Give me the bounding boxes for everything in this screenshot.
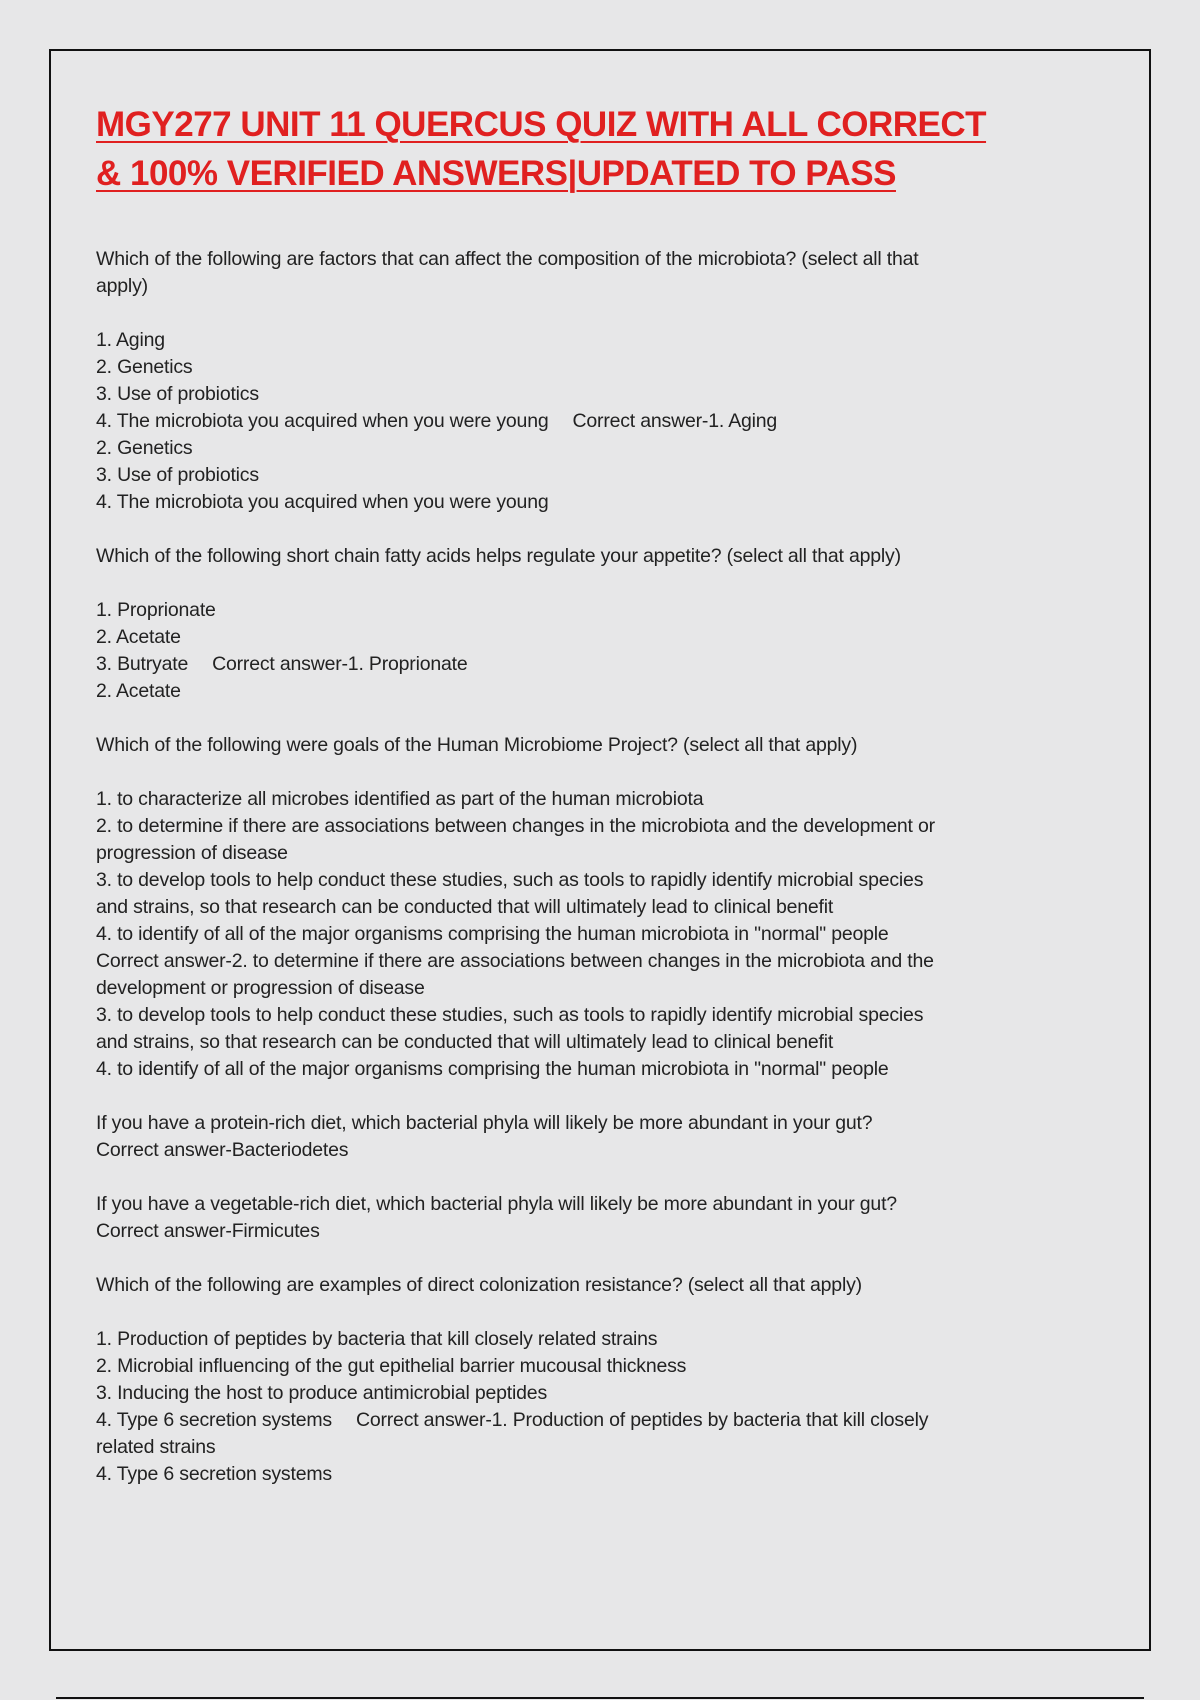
- option: 2. to determine if there are associations between changes in the microbiota and the development or: [96, 815, 935, 837]
- correct-answer: Correct answer-1. Aging: [572, 410, 778, 432]
- option: 2. Acetate: [96, 626, 181, 648]
- title-line-1: MGY277 UNIT 11 QUERCUS QUIZ WITH ALL CORRECT: [96, 105, 987, 144]
- title-line-2: & 100% VERIFIED ANSWERS|UPDATED TO PASS: [96, 154, 896, 193]
- document-title: [96, 100, 1056, 198]
- option-with-answer: [96, 1407, 1056, 1434]
- bottom-rule: [56, 1697, 1144, 1699]
- quiz-body: [96, 246, 1056, 1488]
- question-prompt: Which of the following were goals of the Human Microbiome Project? (select all that apply): [96, 734, 858, 756]
- option: 4. to identify of all of the major organisms comprising the human microbiota in "normal" people: [96, 923, 889, 945]
- correct-answer: Correct answer-1. Proprionate: [212, 653, 468, 675]
- option: 1. Proprionate: [96, 599, 216, 621]
- option: 3. Inducing the host to produce antimicrobial peptides: [96, 1382, 547, 1404]
- correct-answer-continued: development or progression of disease: [96, 977, 425, 999]
- correct-answer: Correct answer-1. Production of peptides by bacteria that kill closely: [355, 1409, 929, 1431]
- option: 3. to develop tools to help conduct these studies, such as tools to rapidly identify microbial species: [96, 869, 924, 891]
- correct-answer: Correct answer-Firmicutes: [96, 1220, 320, 1242]
- option: 2. Genetics: [96, 356, 193, 378]
- question-prompt: Which of the following are factors that can affect the composition of the microbiota? (select all that: [96, 248, 919, 270]
- correct-answer: Correct answer-Bacteriodetes: [96, 1139, 349, 1161]
- option-continued: progression of disease: [96, 842, 288, 864]
- option-continued: and strains, so that research can be conducted that will ultimately lead to clinical benefit: [96, 896, 834, 918]
- question-prompt-continued: apply): [96, 275, 148, 297]
- answer-item: 2. Acetate: [96, 680, 181, 702]
- option: 4. The microbiota you acquired when you were young: [96, 410, 549, 432]
- option: 1. to characterize all microbes identified as part of the human microbiota: [96, 788, 704, 810]
- correct-answer: Correct answer-2. to determine if there are associations between changes in the microbiota and the: [96, 950, 934, 972]
- question-prompt: Which of the following short chain fatty acids helps regulate your appetite? (select all that apply): [96, 545, 901, 567]
- question-block-3: [96, 732, 1056, 1110]
- question-block-2: [96, 543, 1056, 732]
- question-block-5: [96, 1191, 1056, 1272]
- answer-item: 2. Genetics: [96, 437, 193, 459]
- answer-item: 4. to identify of all of the major organisms comprising the human microbiota in "normal" people: [96, 1058, 889, 1080]
- answer-item: 3. Use of probiotics: [96, 464, 259, 486]
- option-with-answer: [96, 408, 1056, 435]
- question-block-1: [96, 246, 1056, 543]
- option: 1. Production of peptides by bacteria that kill closely related strains: [96, 1328, 658, 1350]
- document-content: [96, 100, 1056, 1488]
- option: 3. Butryate: [96, 653, 189, 675]
- answer-item-continued: and strains, so that research can be conducted that will ultimately lead to clinical benefit: [96, 1031, 834, 1053]
- option: 3. Use of probiotics: [96, 383, 259, 405]
- option: 1. Aging: [96, 329, 165, 351]
- question-prompt: Which of the following are examples of direct colonization resistance? (select all that apply): [96, 1274, 862, 1296]
- answer-item: 3. to develop tools to help conduct these studies, such as tools to rapidly identify microbial species: [96, 1004, 924, 1026]
- option: 4. Type 6 secretion systems: [96, 1409, 332, 1431]
- answer-item: 4. Type 6 secretion systems: [96, 1463, 332, 1485]
- correct-answer-continued: related strains: [96, 1436, 216, 1458]
- question-prompt: If you have a vegetable-rich diet, which bacterial phyla will likely be more abundant in your gut?: [96, 1193, 897, 1215]
- option: 2. Microbial influencing of the gut epithelial barrier mucousal thickness: [96, 1355, 687, 1377]
- question-prompt: If you have a protein-rich diet, which bacterial phyla will likely be more abundant in your gut?: [96, 1112, 873, 1134]
- question-block-4: [96, 1110, 1056, 1191]
- answer-item: 4. The microbiota you acquired when you were young: [96, 491, 549, 513]
- option-with-answer: [96, 651, 1056, 678]
- question-block-6: [96, 1272, 1056, 1488]
